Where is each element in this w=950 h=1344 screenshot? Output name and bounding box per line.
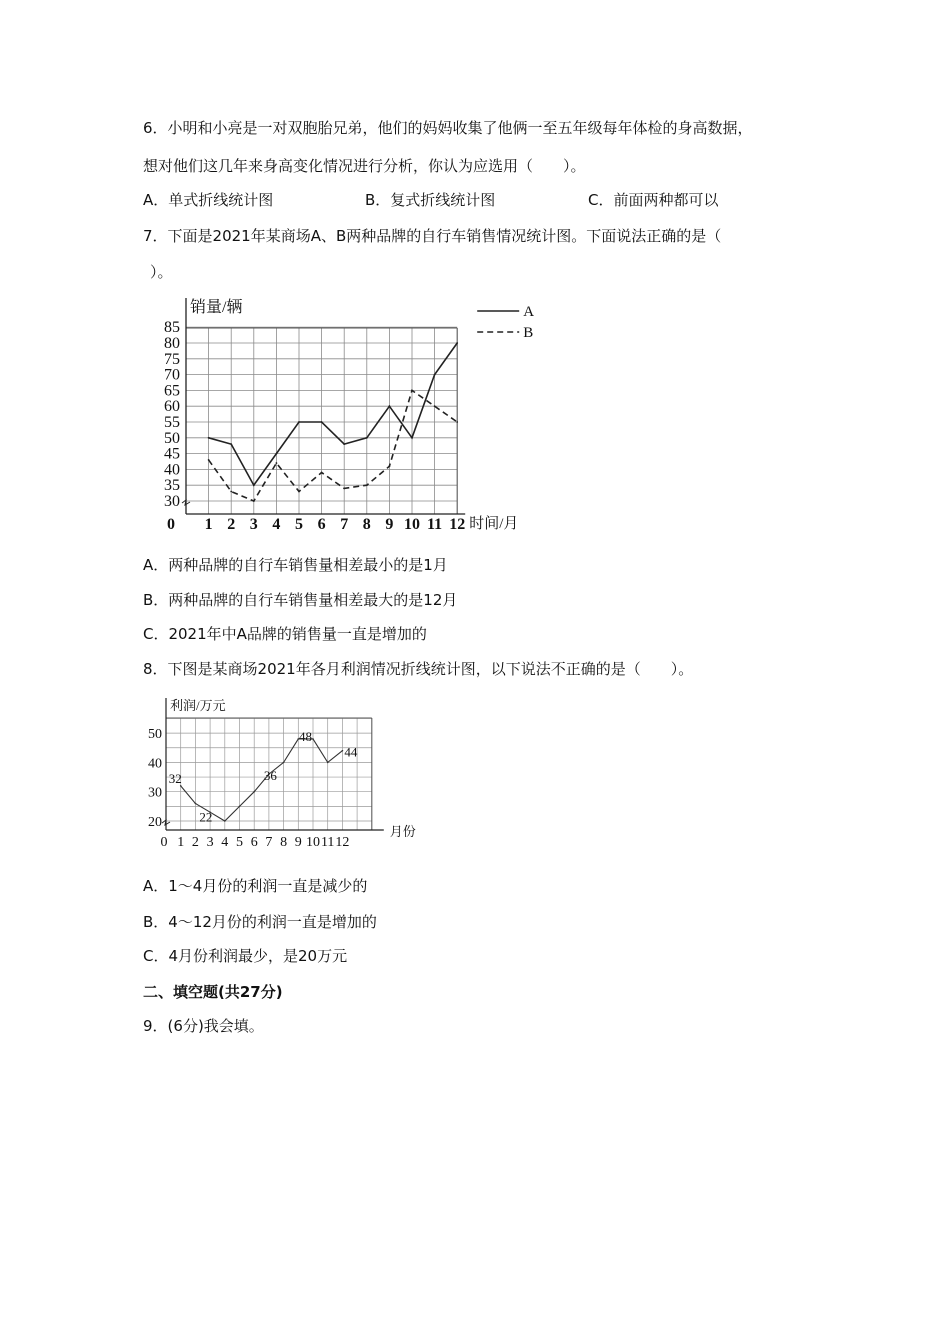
- data-label: 22: [199, 809, 213, 825]
- q7-option-c: C．2021年中A品牌的销售量一直是增加的: [143, 625, 427, 643]
- y-axis-label: 销量/辆: [190, 299, 243, 316]
- data-point-A: [366, 437, 368, 439]
- q6-stem-line1: 6．小明和小亮是一对双胞胎兄弟，他们的妈妈收集了他俩一至五年级每年体检的身高数据，: [143, 119, 753, 137]
- data-point: [342, 750, 344, 752]
- data-point-B: [456, 421, 458, 423]
- x-axis-label: 月份: [389, 824, 416, 839]
- data-point-B: [208, 459, 210, 461]
- x-tick-label: 0: [167, 516, 175, 533]
- q6-stem-line2: 想对他们这几年来身高变化情况进行分析，你认为应选用（ ）。: [143, 157, 586, 175]
- data-point-B: [411, 390, 413, 392]
- data-label: 36: [263, 768, 277, 784]
- data-point-B: [253, 500, 255, 502]
- q7-stem-line1: 7．下面是2021年某商场A、B两种品牌的自行车销售情况统计图。下面说法正确的是（: [143, 227, 722, 245]
- y-tick-label: 70: [164, 366, 180, 384]
- x-tick-label: 12: [335, 835, 350, 850]
- q9-stem: 9．(6分)我会填。: [143, 1017, 264, 1035]
- y-tick-label: 30: [148, 785, 162, 801]
- x-tick-label: 5: [236, 835, 243, 850]
- data-point-B: [366, 484, 368, 486]
- y-tick-label: 30: [164, 493, 180, 510]
- x-tick-label: 3: [206, 835, 214, 850]
- q8-option-b: B．4～12月份的利润一直是增加的: [143, 913, 377, 931]
- data-point: [195, 803, 197, 805]
- x-tick-label: 10: [404, 516, 420, 533]
- x-tick-label: 2: [227, 516, 236, 533]
- q7-option-b: B．两种品牌的自行车销售量相差最大的是12月: [143, 591, 458, 609]
- data-point: [224, 820, 226, 822]
- data-point-B: [321, 472, 323, 474]
- data-point: [239, 806, 241, 808]
- x-tick-label: 7: [340, 516, 349, 533]
- q8-option-c: C．4月份利润最少，是20万元: [143, 947, 348, 965]
- x-tick-label: 5: [295, 516, 303, 533]
- x-tick-label: 3: [249, 516, 258, 533]
- data-point-B: [276, 462, 278, 464]
- x-tick-label: 8: [362, 516, 371, 533]
- x-tick-label: 6: [250, 835, 258, 850]
- data-point-A: [411, 437, 413, 439]
- data-point-A: [456, 342, 458, 344]
- x-tick-label: 9: [385, 516, 394, 533]
- data-point: [283, 762, 285, 764]
- y-tick-label: 20: [148, 815, 162, 830]
- data-label: 32: [168, 770, 182, 786]
- x-tick-label: 8: [280, 835, 288, 850]
- y-tick-label: 85: [164, 319, 180, 337]
- legend-label-B: B: [523, 325, 534, 341]
- x-tick-label: 6: [317, 516, 326, 533]
- y-tick-label: 40: [164, 461, 180, 479]
- data-point-B: [343, 487, 345, 489]
- data-point-A: [253, 484, 255, 486]
- x-tick-label: 4: [272, 516, 281, 533]
- q8-stem-line1: 8．下图是某商场2021年各月利润情况折线统计图，以下说法不正确的是（ ）。: [143, 660, 694, 678]
- y-tick-label: 65: [164, 382, 180, 400]
- data-label: 44: [344, 744, 358, 760]
- data-point-B: [298, 491, 300, 493]
- profit-line-chart: [140, 694, 440, 854]
- data-point-A: [321, 421, 323, 423]
- data-point-A: [434, 374, 436, 376]
- data-point-B: [389, 465, 391, 467]
- y-tick-label: 80: [164, 335, 180, 352]
- x-tick-label: 1: [177, 835, 185, 850]
- x-tick-label: 2: [191, 835, 199, 850]
- q7-option-a: A．两种品牌的自行车销售量相差最小的是1月: [143, 556, 448, 574]
- series-line-B: [209, 390, 458, 501]
- y-tick-label: 60: [164, 398, 180, 416]
- q7-stem-line2: ）。: [150, 263, 173, 281]
- q6-option-c: C．前面两种都可以: [588, 191, 719, 209]
- data-point-A: [298, 421, 300, 423]
- data-point-A: [276, 453, 278, 455]
- x-axis-label: 时间/月: [469, 516, 519, 532]
- y-tick-label: 75: [164, 350, 180, 368]
- q6-option-b: B．复式折线统计图: [365, 191, 496, 209]
- data-point: [312, 738, 314, 740]
- x-tick-label: 9: [294, 835, 302, 850]
- legend-label-A: A: [523, 304, 535, 320]
- x-tick-label: 12: [449, 516, 466, 533]
- x-tick-label: 7: [265, 835, 273, 850]
- y-tick-label: 55: [164, 414, 180, 431]
- x-tick-label: 0: [160, 835, 168, 850]
- sales-line-chart: [140, 292, 540, 542]
- y-tick-label: 50: [148, 727, 162, 743]
- q8-option-a: A．1～4月份的利润一直是减少的: [143, 877, 368, 895]
- data-point-B: [230, 491, 232, 493]
- y-tick-label: 35: [164, 477, 180, 495]
- x-tick-label: 11: [320, 835, 335, 850]
- y-tick-label: 40: [148, 756, 162, 772]
- data-point-A: [230, 443, 232, 445]
- data-point-B: [434, 405, 436, 407]
- y-tick-label: 50: [164, 429, 180, 447]
- y-tick-label: 45: [164, 445, 180, 463]
- data-label: 48: [299, 728, 312, 744]
- y-axis-label: 利润/万元: [170, 698, 226, 713]
- data-point-A: [208, 437, 210, 439]
- data-point: [253, 791, 255, 793]
- data-point-A: [389, 405, 391, 407]
- q6-option-a: A．单式折线统计图: [143, 191, 274, 209]
- section-heading: 二、填空题(共27分): [143, 983, 283, 1001]
- x-tick-label: 10: [306, 835, 320, 850]
- x-tick-label: 11: [427, 516, 443, 533]
- data-point: [327, 762, 329, 764]
- x-tick-label: 1: [204, 516, 213, 533]
- series-line-A: [209, 343, 458, 485]
- x-tick-label: 4: [221, 835, 229, 850]
- data-point-A: [343, 443, 345, 445]
